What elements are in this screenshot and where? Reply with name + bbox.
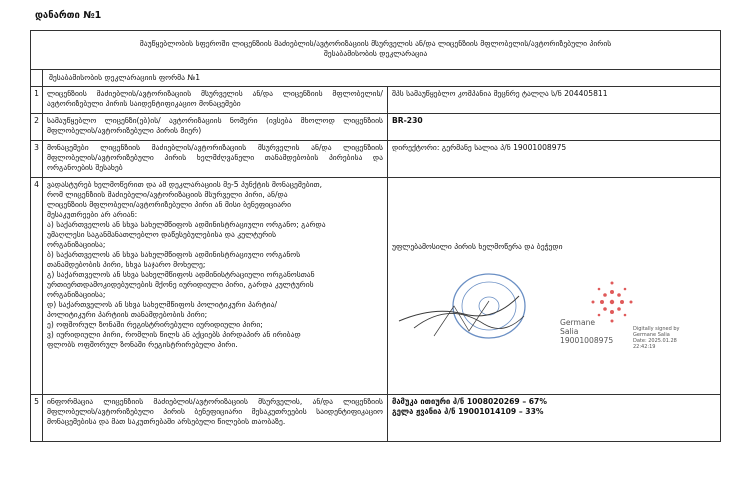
table-row — [31, 141, 721, 178]
list-line: ორგანიზაციისა; — [47, 240, 106, 249]
signer-name: Germane Salia 19001008975 — [560, 318, 614, 345]
list-line: ორგანიზაციისა; — [47, 290, 106, 299]
list-line: გ) საქართველოს ან სხვა სახელმწიფოს ადმინისტრაციული ორგანოსთან — [47, 270, 315, 279]
row-answer-list — [388, 395, 721, 442]
table-row — [31, 114, 721, 141]
list-line: ფლობს ოფშორულ ზონაში რეგისტრირებული პირი. — [47, 340, 238, 349]
list-line: ბ) საქართველოს ან სხვა სახელმწიფოს ადმინისტრაციული ორგანოს — [47, 250, 301, 259]
list-line: ა) საქართველოს ან სხვა სახელმწიფოს ადმინისტრაციული ორგანო; გარდა — [47, 220, 326, 229]
list-line: პოლიტიკური პარტიის თანამდებობის პირი; — [47, 310, 208, 319]
table-row — [31, 87, 721, 114]
form-label: შესაბამისობის დეკლარაციის ფორმა №1 — [43, 70, 721, 87]
row-number: 5 — [31, 395, 43, 442]
row-question: ლიცენზიის მაძიებლის/ავტორიზაციის მსურველის ან/და ლიცენზიის მფლობელის/ავტორიზებული პირის საიდენტიფიკაციო მონაცემები — [43, 87, 388, 114]
form-label-row — [31, 70, 721, 87]
row-answer: BR-230 — [388, 114, 721, 141]
owner-line: გელა ჟვანია პ/ნ 19001014109 – 33% — [392, 407, 544, 416]
list-line: ვადასტურებ ხელმოწერით და ამ დეკლარაციის მე-5 პუნქტის მონაცემებით, — [47, 180, 323, 189]
row-question: მონაცემები ლიცენზიის მაძიებლის/ავტორიზაციის მსურველის ან/და ლიცენზიის მფლობელის/ავტორიზებული პირის ხელმძღვანელი თანამდებობის პირებისა და ორგანოების შესახებ — [43, 141, 388, 178]
row-answer: დირექტორი: გერმანე სალია პ/ნ 19001008975 — [388, 141, 721, 178]
row-question: სამაუწყებლო ლიცენზი(ებ)ის/ ავტორიზაციის ნომერი (ივსება მხოლოდ ლიცენზიის მფლობელის/ავტორიზებული პირის მიერ) — [43, 114, 388, 141]
row-question-list — [43, 178, 388, 395]
signature-caption: უფლებამოსილი პირის ხელმოწერა და ბეჭედი — [392, 242, 563, 251]
seal-signature-icon — [394, 266, 529, 356]
header-cell — [31, 31, 721, 70]
signature-cell — [388, 178, 721, 395]
owner-line: მამუკა ითიური პ/ნ 1008020269 – 67% — [392, 397, 547, 406]
header-title-line1: მაუწყებლობის სფეროში ლიცენზიის მაძიებლის/ავტორიზაციის მსურველის ან/და ლიცენზიის მფლობელის/ავტორიზებული პირის — [139, 39, 612, 48]
declaration-table — [30, 30, 721, 442]
row-number: 1 — [31, 87, 43, 114]
list-line: თანამდებობის პირი, სხვა საჯარო მოხელე; — [47, 260, 206, 269]
list-line: ე) ოფშორულ ზონაში რეგისტრირებული იურიდიული პირი; — [47, 320, 263, 329]
digital-signature-details: Digitally signed by Germane Salia Date: 2025.01.28 22:42:19 — [633, 326, 680, 350]
row-number: 3 — [31, 141, 43, 178]
row-answer: შპს სამაუწყებლო კომპანია მეცნრე ტალღა ს/ნ 204405811 — [388, 87, 721, 114]
table-row — [31, 395, 721, 442]
list-line: ლიცენზიის მფლობელი/ავტორიზებული პირი ან მისი ბენეფიციარი — [47, 200, 292, 209]
row-number: 2 — [31, 114, 43, 141]
row-question: ინფორმაცია ლიცენზიის მაძიებლის/ავტორიზაციის მსურველის, ან/და ლიცენზიის მფლობელის/ავტორიზებული პირის ბენეფიციარი მესაკუთრეების საიდენტიფიკაციო მონაცემებისა და მათ საკუთრებაში არსებული წილების თაობაზე. — [43, 395, 388, 442]
list-line: დ) საქართველოს ან სხვა სახელმწიფოს პოლიტიკური პარტია/ — [47, 300, 278, 309]
table-row — [31, 178, 721, 395]
list-line: ვ) იურიდიული პირი, რომლის წილს ან აქციებს პირდაპირ ან ირიბად — [47, 330, 301, 339]
list-line: მესაკუთრეები არ არიან: — [47, 210, 138, 219]
document-title: დანართი №1 — [35, 10, 102, 21]
header-row — [31, 31, 721, 70]
header-title-line2: შესაბამისობის დეკლარაცია — [323, 49, 428, 58]
row-number: 4 — [31, 178, 43, 395]
list-line: ურთიერთდამოკიდებულების მქონე იურიდიული პირი, გარდა კულტურის — [47, 280, 314, 289]
list-line: უმაღლესი საგანმანათლებლო დაწესებულებისა და კულტურის — [47, 230, 277, 239]
list-line: რომ ლიცენზიის მაძიებელი/ავტორიზაციის მსურველი პირი, ან/და — [47, 190, 288, 199]
